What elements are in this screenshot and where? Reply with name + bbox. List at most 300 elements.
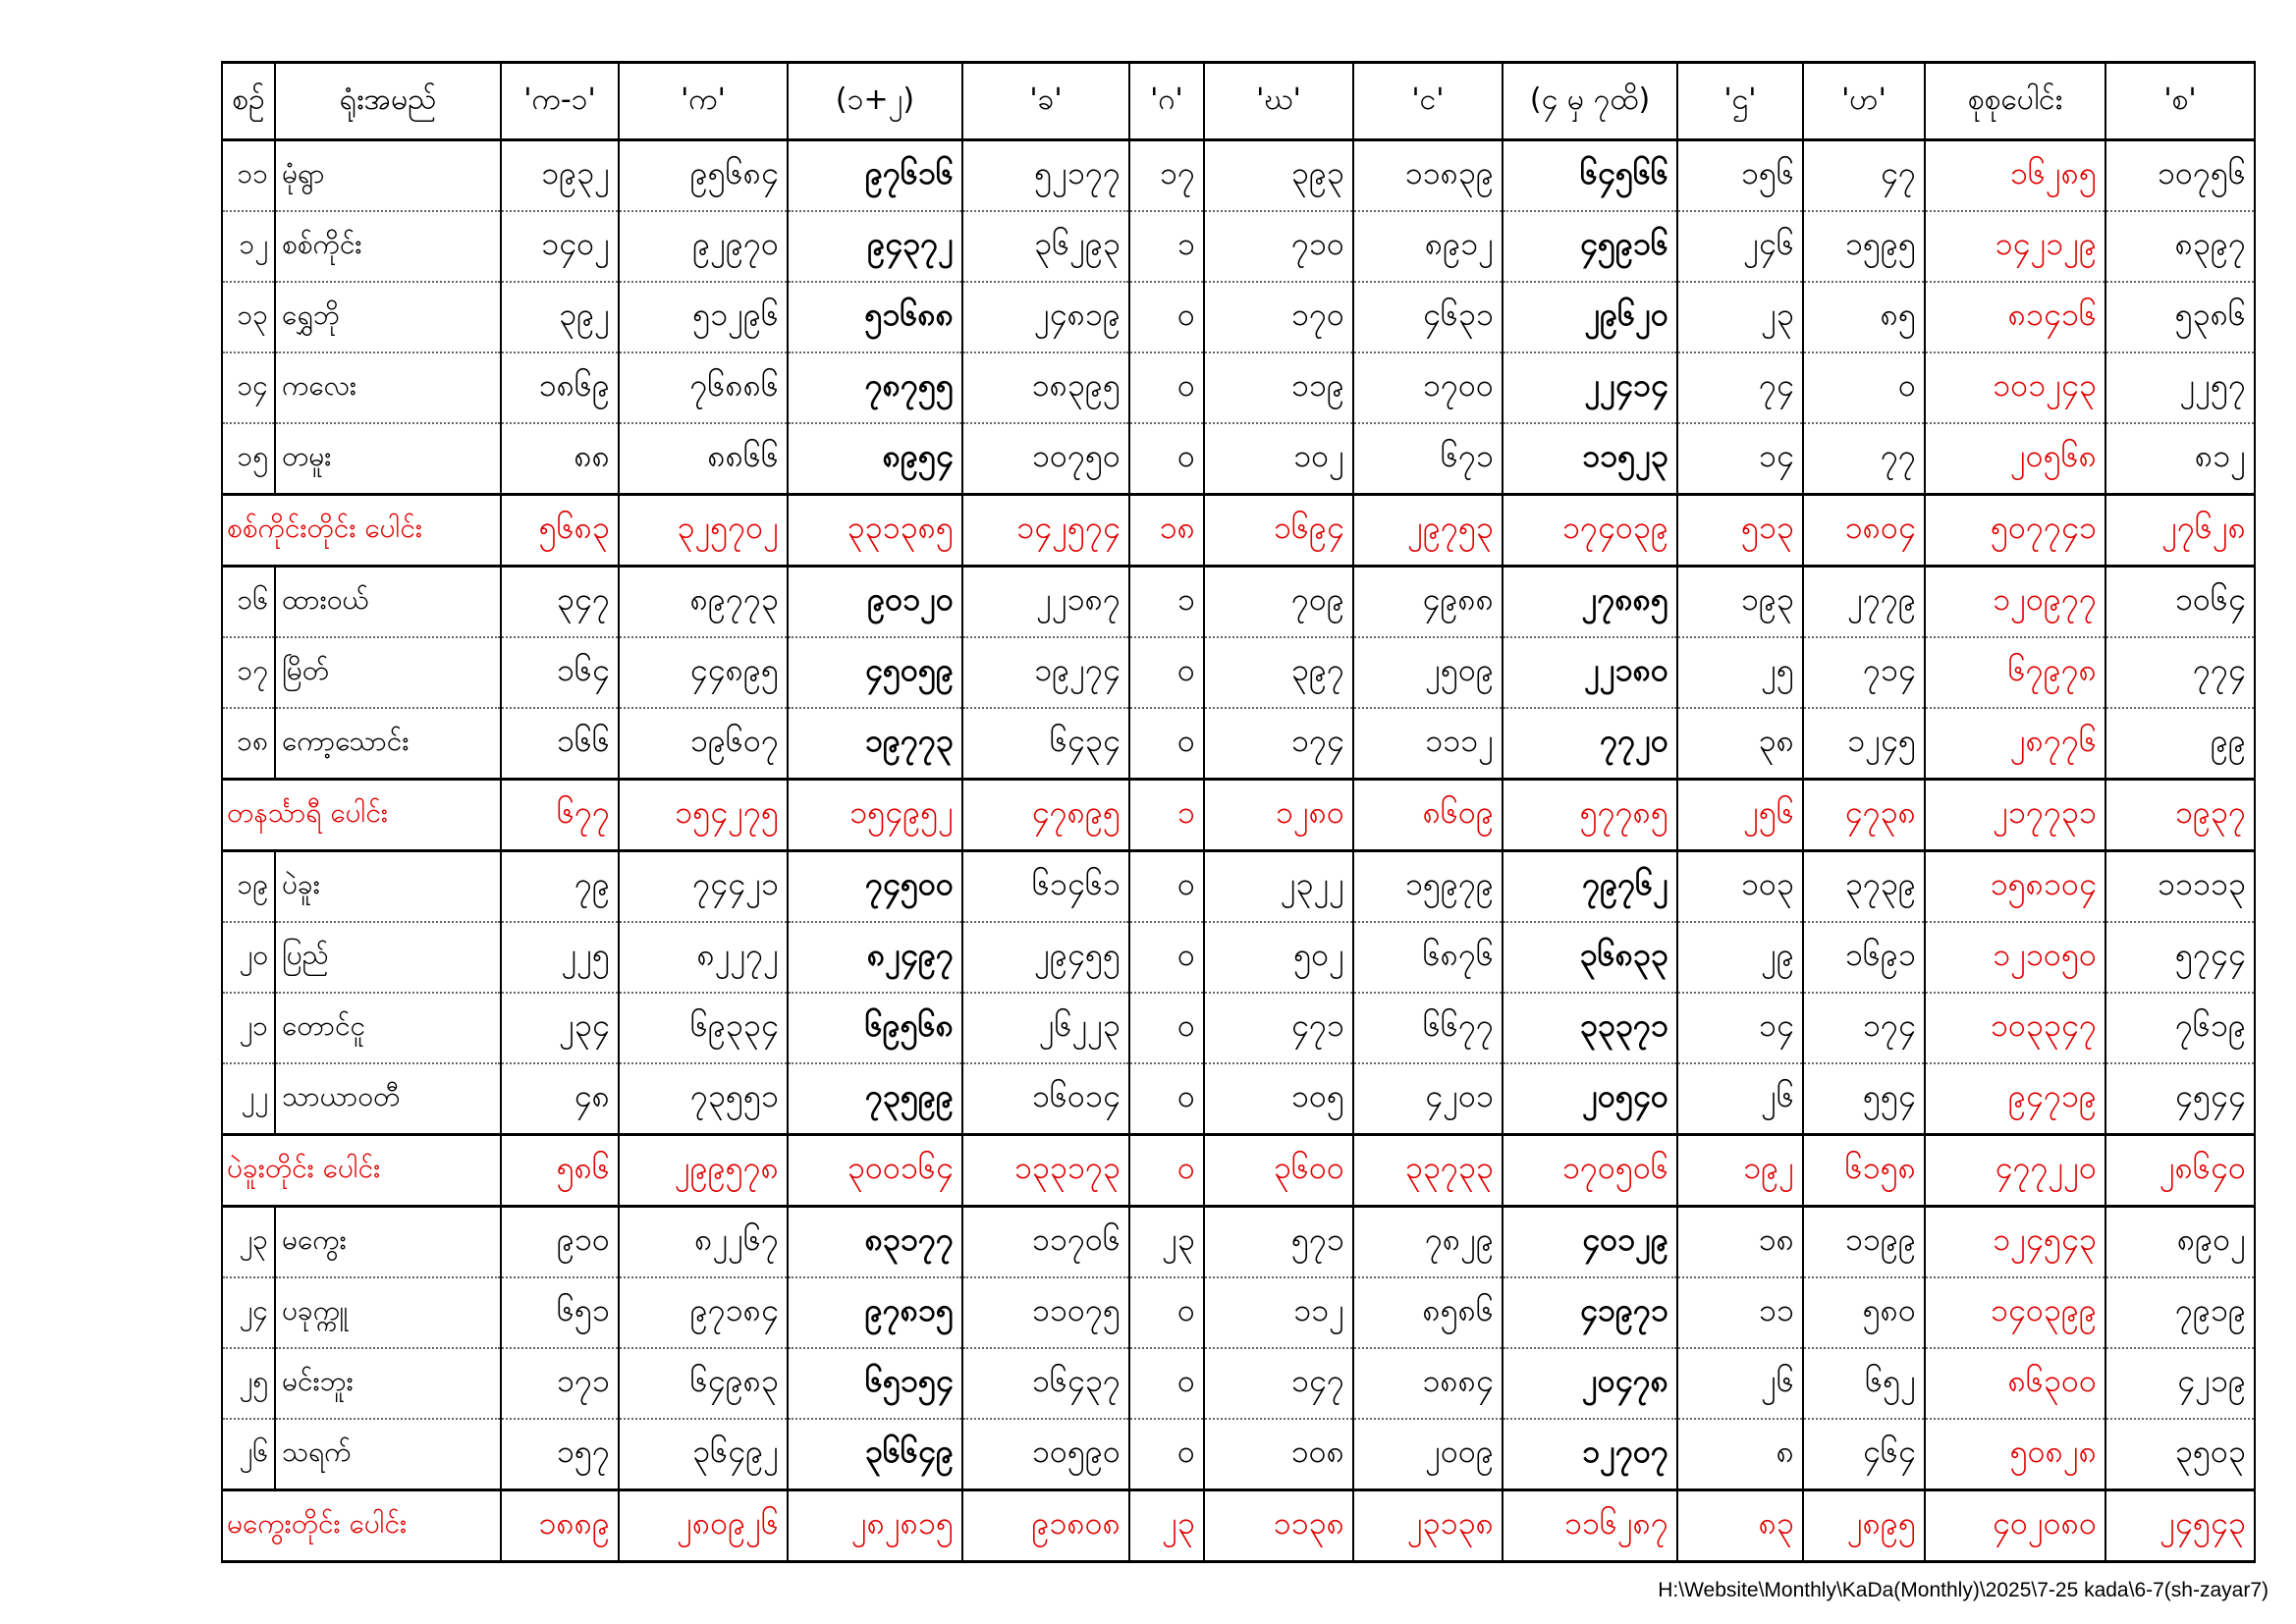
value-cell: ၁၁၁၁၃ — [2105, 851, 2255, 923]
value-cell: ၄၀၁၂၉ — [1503, 1207, 1677, 1278]
value-cell: ၁၁၁၂ — [1353, 708, 1503, 780]
value-cell: ၄၆၄ — [1803, 1419, 1925, 1490]
value-cell: ၄၂၀၁ — [1353, 1063, 1503, 1135]
value-cell: ၈၁၄၁၆ — [1925, 282, 2105, 352]
value-cell: ၀ — [1129, 851, 1204, 923]
value-cell: ၁၅၉၅ — [1803, 211, 1925, 282]
value-cell: ၃၉၇ — [1204, 637, 1353, 708]
office-name: ကော့သောင်း — [275, 708, 501, 780]
value-cell: ၇၁၄ — [1803, 637, 1925, 708]
office-name: ပခုက္ကူ — [275, 1277, 501, 1348]
value-cell: ၉၇၆၁၆ — [788, 140, 962, 212]
subtotal-value: ၅၀၇၇၄၁ — [1925, 495, 2105, 567]
value-cell: ၇၃၅၅၁ — [619, 1063, 788, 1135]
subtotal-label: ပဲခူးတိုင်း ပေါင်း — [222, 1135, 501, 1207]
value-cell: ၁၁၉ — [1204, 352, 1353, 423]
office-name: မကွေး — [275, 1207, 501, 1278]
value-cell: ၁၄ — [1677, 993, 1803, 1063]
subtotal-value: ၅၁၃ — [1677, 495, 1803, 567]
value-cell: ၂၃၂၂ — [1204, 851, 1353, 923]
value-cell: ၁ — [1129, 567, 1204, 638]
subtotal-value: ၁၉၃၇ — [2105, 780, 2255, 851]
value-cell: ၁၄၇ — [1204, 1348, 1353, 1419]
subtotal-value: ၁၅၄၂၇၅ — [619, 780, 788, 851]
value-cell: ၁၆၀၁၄ — [962, 1063, 1129, 1135]
subtotal-value: ၁၁၃၈ — [1204, 1490, 1353, 1562]
subtotal-value: ၂၃ — [1129, 1490, 1204, 1562]
value-cell: ၆၄၅၆၆ — [1503, 140, 1677, 212]
value-cell: ၈၈၆၆ — [619, 423, 788, 495]
value-cell: ၇၉ — [501, 851, 619, 923]
value-cell: ၁၀၁၂၄၃ — [1925, 352, 2105, 423]
table-row — [222, 423, 2255, 495]
value-cell: ၆၉၅၆၈ — [788, 993, 962, 1063]
column-header: 'ဃ' — [1204, 63, 1353, 140]
subtotal-value: ၁၉၂ — [1677, 1135, 1803, 1207]
value-cell: ၁၆၆ — [501, 708, 619, 780]
value-cell: ၁၀၅၉၀ — [962, 1419, 1129, 1490]
value-cell: ၁၉၇၇၃ — [788, 708, 962, 780]
subtotal-value: ၅၇၇၈၅ — [1503, 780, 1677, 851]
value-cell: ၁၂၁၀၅၀ — [1925, 922, 2105, 993]
value-cell: ၀ — [1129, 282, 1204, 352]
value-cell: ၈၂၂၇၂ — [619, 922, 788, 993]
subtotal-value: ၈၆၀၉ — [1353, 780, 1503, 851]
value-cell: ၄၅၉၁၆ — [1503, 211, 1677, 282]
value-cell: ၁၈၈၄ — [1353, 1348, 1503, 1419]
value-cell: ၈ — [1677, 1419, 1803, 1490]
value-cell: ၂၂၅ — [501, 922, 619, 993]
value-cell: ၉၁၀ — [501, 1207, 619, 1278]
value-cell: ၀ — [1129, 1063, 1204, 1135]
office-name: ထားဝယ် — [275, 567, 501, 638]
value-cell: ၄၈ — [501, 1063, 619, 1135]
value-cell: ၅၈၀ — [1803, 1277, 1925, 1348]
subtotal-row — [222, 1490, 2255, 1562]
subtotal-value: ၁၅၄၉၅၂ — [788, 780, 962, 851]
row-code: ၂၁ — [222, 993, 275, 1063]
column-header: 'င' — [1353, 63, 1503, 140]
value-cell: ၉၇၁၈၄ — [619, 1277, 788, 1348]
value-cell: ၁၁ — [1677, 1277, 1803, 1348]
subtotal-value: ၆၁၅၈ — [1803, 1135, 1925, 1207]
value-cell: ၂၅ — [1677, 637, 1803, 708]
office-name: ရွှေဘို — [275, 282, 501, 352]
table-row — [222, 637, 2255, 708]
value-cell: ၉၀၁၂၀ — [788, 567, 962, 638]
office-name: ကလေး — [275, 352, 501, 423]
value-cell: ၄၇၁ — [1204, 993, 1353, 1063]
value-cell: ၁၅၇ — [501, 1419, 619, 1490]
value-cell: ၇၇၂၀ — [1503, 708, 1677, 780]
value-cell: ၁၇ — [1129, 140, 1204, 212]
value-cell: ၁၆၉၁ — [1803, 922, 1925, 993]
value-cell: ၀ — [1129, 1277, 1204, 1348]
value-cell: ၁၀၈ — [1204, 1419, 1353, 1490]
value-cell: ၁၀၂ — [1204, 423, 1353, 495]
subtotal-value: ၄၇၃၈ — [1803, 780, 1925, 851]
subtotal-value: ၃၃၇၃၃ — [1353, 1135, 1503, 1207]
subtotal-value: ၁၇၀၅၀၆ — [1503, 1135, 1677, 1207]
row-code: ၂၆ — [222, 1419, 275, 1490]
value-cell: ၄၇ — [1803, 140, 1925, 212]
subtotal-value: ၂၈၉၅ — [1803, 1490, 1925, 1562]
subtotal-value: ၁၈၀၄ — [1803, 495, 1925, 567]
table-row — [222, 1277, 2255, 1348]
value-cell: ၀ — [1129, 922, 1204, 993]
value-cell: ၃၇၃၉ — [1803, 851, 1925, 923]
subtotal-value: ၃၂၅၇၀၂ — [619, 495, 788, 567]
row-code: ၁၁ — [222, 140, 275, 212]
value-cell: ၆၄၉၈၃ — [619, 1348, 788, 1419]
value-cell: ၁၁၈၃၉ — [1353, 140, 1503, 212]
subtotal-value: ၉၁၈၀၈ — [962, 1490, 1129, 1562]
value-cell: ၂၄၆ — [1677, 211, 1803, 282]
row-code: ၂၂ — [222, 1063, 275, 1135]
value-cell: ၃၈ — [1677, 708, 1803, 780]
subtotal-value: ၂၃၁၃၈ — [1353, 1490, 1503, 1562]
column-header: 'ဌ' — [1677, 63, 1803, 140]
value-cell: ၁၇၀၀ — [1353, 352, 1503, 423]
table-row — [222, 1207, 2255, 1278]
value-cell: ၆၇၉၇၈ — [1925, 637, 2105, 708]
subtotal-value: ၂၈၆၄၀ — [2105, 1135, 2255, 1207]
value-cell: ၀ — [1129, 423, 1204, 495]
value-cell: ၁၀၇၅၆ — [2105, 140, 2255, 212]
value-cell: ၇၉၁၉ — [2105, 1277, 2255, 1348]
subtotal-value: ၄၀၂၀၈၀ — [1925, 1490, 2105, 1562]
table-row — [222, 282, 2255, 352]
value-cell: ၂၀၅၄၀ — [1503, 1063, 1677, 1135]
office-name: ပြည် — [275, 922, 501, 993]
value-cell: ၇၀၉ — [1204, 567, 1353, 638]
value-cell: ၁၁၂ — [1204, 1277, 1353, 1348]
value-cell: ၁၉၃၂ — [501, 140, 619, 212]
value-cell: ၇၉၇၆၂ — [1503, 851, 1677, 923]
subtotal-value: ၂၈၂၈၁၅ — [788, 1490, 962, 1562]
value-cell: ၂၅၀၉ — [1353, 637, 1503, 708]
column-header: စဉ် — [222, 63, 275, 140]
row-code: ၁၄ — [222, 352, 275, 423]
row-code: ၂၅ — [222, 1348, 275, 1419]
value-cell: ၈၆၃၀၀ — [1925, 1348, 2105, 1419]
row-code: ၂၀ — [222, 922, 275, 993]
subtotal-value: ၂၅၆ — [1677, 780, 1803, 851]
office-name: တမူး — [275, 423, 501, 495]
row-code: ၁၅ — [222, 423, 275, 495]
value-cell: ၂၃၄ — [501, 993, 619, 1063]
subtotal-value: ၂၉၉၅၇၈ — [619, 1135, 788, 1207]
value-cell: ၈၉၀၂ — [2105, 1207, 2255, 1278]
office-name: သာယာဝတီ — [275, 1063, 501, 1135]
value-cell: ၇၁၀ — [1204, 211, 1353, 282]
table-row — [222, 922, 2255, 993]
table-row — [222, 352, 2255, 423]
value-cell: ၇၇၄ — [2105, 637, 2255, 708]
value-cell: ၉၄၃၇၂ — [788, 211, 962, 282]
subtotal-value: ၄၇၇၂၂၀ — [1925, 1135, 2105, 1207]
column-header: (၁+၂) — [788, 63, 962, 140]
value-cell: ၂၉ — [1677, 922, 1803, 993]
value-cell: ၈၈ — [501, 423, 619, 495]
value-cell: ၄၁၉၇၁ — [1503, 1277, 1677, 1348]
value-cell: ၄၅၀၅၉ — [788, 637, 962, 708]
office-name: သရက် — [275, 1419, 501, 1490]
value-cell: ၁၂၇၀၇ — [1503, 1419, 1677, 1490]
value-cell: ၃၆၄၉၂ — [619, 1419, 788, 1490]
value-cell: ၁၁၉၉ — [1803, 1207, 1925, 1278]
value-cell: ၁၉၂၇၄ — [962, 637, 1129, 708]
value-cell: ၆၇၁ — [1353, 423, 1503, 495]
column-header: 'က' — [619, 63, 788, 140]
row-code: ၂၄ — [222, 1277, 275, 1348]
value-cell: ၄၆၃၁ — [1353, 282, 1503, 352]
column-header: 'က-၁' — [501, 63, 619, 140]
value-cell: ၁၇၄ — [1803, 993, 1925, 1063]
subtotal-value: ၁၃၃၁၇၃ — [962, 1135, 1129, 1207]
value-cell: ၁၀၆၄ — [2105, 567, 2255, 638]
value-cell: ၂၆၂၂၃ — [962, 993, 1129, 1063]
column-header: 'စ' — [2105, 63, 2255, 140]
subtotal-value: ၁၇၄၀၃၉ — [1503, 495, 1677, 567]
value-cell: ၅၅၄ — [1803, 1063, 1925, 1135]
table-row — [222, 1419, 2255, 1490]
value-cell: ၉၄၇၁၉ — [1925, 1063, 2105, 1135]
value-cell: ၃၆၆၄၉ — [788, 1419, 962, 1490]
subtotal-value: ၂၇၆၂၈ — [2105, 495, 2255, 567]
value-cell: ၁၅၆ — [1677, 140, 1803, 212]
header-row — [222, 63, 2255, 140]
value-cell: ၁၇၄ — [1204, 708, 1353, 780]
value-cell: ၆၄၃၄ — [962, 708, 1129, 780]
subtotal-value: ၃၃၁၃၈၅ — [788, 495, 962, 567]
subtotal-row — [222, 495, 2255, 567]
subtotal-value: ၂၄၅၄၃ — [2105, 1490, 2255, 1562]
subtotal-value: ၂၁၇၇၃၁ — [1925, 780, 2105, 851]
value-cell: ၁၄၀၂ — [501, 211, 619, 282]
value-cell: ၆၅၂ — [1803, 1348, 1925, 1419]
value-cell: ၃၄၇ — [501, 567, 619, 638]
value-cell: ၂၀၀၉ — [1353, 1419, 1503, 1490]
value-cell: ၃၉၃ — [1204, 140, 1353, 212]
value-cell: ၁၂၄၅ — [1803, 708, 1925, 780]
value-cell: ၄၉၈၈ — [1353, 567, 1503, 638]
office-name: ပဲခူး — [275, 851, 501, 923]
value-cell: ၀ — [1129, 637, 1204, 708]
value-cell: ၁၆၂၈၅ — [1925, 140, 2105, 212]
column-header: 'ခ' — [962, 63, 1129, 140]
value-cell: ၀ — [1129, 352, 1204, 423]
row-code: ၁၂ — [222, 211, 275, 282]
value-cell: ၀ — [1129, 1348, 1204, 1419]
value-cell: ၆၉၃၃၄ — [619, 993, 788, 1063]
value-cell: ၁၀၃၃၄၇ — [1925, 993, 2105, 1063]
row-code: ၁၉ — [222, 851, 275, 923]
subtotal-value: ၁၁၆၂၈၇ — [1503, 1490, 1677, 1562]
value-cell: ၃၆၂၉၃ — [962, 211, 1129, 282]
subtotal-value: ၁၂၈၀ — [1204, 780, 1353, 851]
value-cell: ၀ — [1129, 1419, 1204, 1490]
subtotal-value: ၁၄၂၅၇၄ — [962, 495, 1129, 567]
value-cell: ၆၈၇၆ — [1353, 922, 1503, 993]
value-cell: ၂၄၈၁၉ — [962, 282, 1129, 352]
column-header: စုစုပေါင်း — [1925, 63, 2105, 140]
subtotal-label: မကွေးတိုင်း ပေါင်း — [222, 1490, 501, 1562]
value-cell: ၁၂၀၉၇၇ — [1925, 567, 2105, 638]
table-row — [222, 567, 2255, 638]
value-cell: ၄၅၄၄ — [2105, 1063, 2255, 1135]
value-cell: ၁၀၃ — [1677, 851, 1803, 923]
value-cell: ၁၇၀ — [1204, 282, 1353, 352]
value-cell: ၆၅၁ — [501, 1277, 619, 1348]
subtotal-value: ၁၈၈၉ — [501, 1490, 619, 1562]
value-cell: ၁၉၆၀၇ — [619, 708, 788, 780]
value-cell: ၇၈၇၅၅ — [788, 352, 962, 423]
value-cell: ၈၉၇၇၃ — [619, 567, 788, 638]
subtotal-value: ၁၆၉၄ — [1204, 495, 1353, 567]
value-cell: ၈၅ — [1803, 282, 1925, 352]
table-row — [222, 140, 2255, 212]
value-cell: ၂၂၅၇ — [2105, 352, 2255, 423]
value-cell: ၁ — [1129, 211, 1204, 282]
subtotal-value: ၈၃ — [1677, 1490, 1803, 1562]
value-cell: ၂၀၄၇၈ — [1503, 1348, 1677, 1419]
value-cell: ၁၅၉၇၉ — [1353, 851, 1503, 923]
value-cell: ၇၆၈၈၆ — [619, 352, 788, 423]
subtotal-value: ၆၇၇ — [501, 780, 619, 851]
value-cell: ၇၄၅၀၀ — [788, 851, 962, 923]
value-cell: ၂၃ — [1677, 282, 1803, 352]
value-cell: ၁၄၀၃၉၉ — [1925, 1277, 2105, 1348]
value-cell: ၁၂၄၅၄၃ — [1925, 1207, 2105, 1278]
subtotal-value: ၂၉၇၅၃ — [1353, 495, 1503, 567]
value-cell: ၂၂၁၈၀ — [1503, 637, 1677, 708]
value-cell: ၈၅၈၆ — [1353, 1277, 1503, 1348]
value-cell: ၁၆၄ — [501, 637, 619, 708]
value-cell: ၃၆၈၃၃ — [1503, 922, 1677, 993]
column-header: ရုံးအမည် — [275, 63, 501, 140]
office-name: မုံရွာ — [275, 140, 501, 212]
value-cell: ၁၅၈၁၀၄ — [1925, 851, 2105, 923]
value-cell: ၈၉၁၂ — [1353, 211, 1503, 282]
value-cell: ၁၉၃ — [1677, 567, 1803, 638]
value-cell: ၁၄ — [1677, 423, 1803, 495]
value-cell: ၂၃ — [1129, 1207, 1204, 1278]
value-cell: ၈၉၅၄ — [788, 423, 962, 495]
value-cell: ၂၇၇၉ — [1803, 567, 1925, 638]
value-cell: ၉၉ — [2105, 708, 2255, 780]
table-row — [222, 851, 2255, 923]
subtotal-value: ၅၈၆ — [501, 1135, 619, 1207]
subtotal-value: ၄၇၈၉၅ — [962, 780, 1129, 851]
table-row — [222, 211, 2255, 282]
table-body — [222, 140, 2255, 1562]
subtotal-value: ၃၀၀၁၆၄ — [788, 1135, 962, 1207]
value-cell: ၂၆ — [1677, 1063, 1803, 1135]
office-name: တောင်ငူ — [275, 993, 501, 1063]
table-row — [222, 1063, 2255, 1135]
subtotal-label: တနင်္သာရီ ပေါင်း — [222, 780, 501, 851]
table-row — [222, 1348, 2255, 1419]
column-header: 'ဂ' — [1129, 63, 1204, 140]
column-header: 'ဟ' — [1803, 63, 1925, 140]
footer-file-path: H:\Website\Monthly\KaDa(Monthly)\2025\7-25 kada\6-7(sh-zayar7) — [1658, 1579, 2269, 1601]
subtotal-value: ၅၆၈၃ — [501, 495, 619, 567]
report-table — [221, 61, 2256, 1563]
value-cell: ၅၁၂၉၆ — [619, 282, 788, 352]
row-code: ၁၆ — [222, 567, 275, 638]
value-cell: ၂၇၈၈၅ — [1503, 567, 1677, 638]
value-cell: ၈၃၉၇ — [2105, 211, 2255, 282]
value-cell: ၂၂၁၈၇ — [962, 567, 1129, 638]
value-cell: ၅၃၈၆ — [2105, 282, 2255, 352]
value-cell: ၁၁၇၀၆ — [962, 1207, 1129, 1278]
value-cell: ၇၆၁၉ — [2105, 993, 2255, 1063]
value-cell: ၈၂၂၆၇ — [619, 1207, 788, 1278]
value-cell: ၆၁၄၆၁ — [962, 851, 1129, 923]
value-cell: ၀ — [1803, 352, 1925, 423]
row-code: ၁၇ — [222, 637, 275, 708]
value-cell: ၇၄ — [1677, 352, 1803, 423]
value-cell: ၇၈၂၉ — [1353, 1207, 1503, 1278]
value-cell: ၇၄၄၂၁ — [619, 851, 788, 923]
subtotal-value: ၂၈၀၉၂၆ — [619, 1490, 788, 1562]
value-cell: ၇၇ — [1803, 423, 1925, 495]
office-name: မင်းဘူး — [275, 1348, 501, 1419]
subtotal-value: ၁၈ — [1129, 495, 1204, 567]
value-cell: ၁၁၀၇၅ — [962, 1277, 1129, 1348]
subtotal-value: ၁ — [1129, 780, 1204, 851]
row-code: ၂၃ — [222, 1207, 275, 1278]
value-cell: ၃၉၂ — [501, 282, 619, 352]
value-cell: ၁၆၄၃၇ — [962, 1348, 1129, 1419]
value-cell: ၄၂၁၉ — [2105, 1348, 2255, 1419]
value-cell: ၅၁၆၈၈ — [788, 282, 962, 352]
value-cell: ၈၂၄၉၇ — [788, 922, 962, 993]
value-cell: ၁၇၁ — [501, 1348, 619, 1419]
value-cell: ၂၈၇၇၆ — [1925, 708, 2105, 780]
subtotal-row — [222, 780, 2255, 851]
value-cell: ၉၂၉၇၀ — [619, 211, 788, 282]
value-cell: ၂၀၅၆၈ — [1925, 423, 2105, 495]
column-header: (၄ မှ ၇ထိ) — [1503, 63, 1677, 140]
value-cell: ၀ — [1129, 993, 1204, 1063]
table-row — [222, 993, 2255, 1063]
table-row — [222, 708, 2255, 780]
value-cell: ၉၅၆၈၄ — [619, 140, 788, 212]
value-cell: ၆၅၁၅၄ — [788, 1348, 962, 1419]
value-cell: ၁၈၆၉ — [501, 352, 619, 423]
value-cell: ၆၆၇၇ — [1353, 993, 1503, 1063]
value-cell: ၁၁၅၂၃ — [1503, 423, 1677, 495]
value-cell: ၁၄၂၁၂၉ — [1925, 211, 2105, 282]
value-cell: ၁၈၃၉၅ — [962, 352, 1129, 423]
value-cell: ၅၇၁ — [1204, 1207, 1353, 1278]
row-code: ၁၈ — [222, 708, 275, 780]
value-cell: ၂၆ — [1677, 1348, 1803, 1419]
value-cell: ၅၀၂ — [1204, 922, 1353, 993]
value-cell: ၂၂၄၁၄ — [1503, 352, 1677, 423]
value-cell: ၃၅၀၃ — [2105, 1419, 2255, 1490]
value-cell: ၁၈ — [1677, 1207, 1803, 1278]
value-cell: ၀ — [1129, 708, 1204, 780]
subtotal-value: ၀ — [1129, 1135, 1204, 1207]
value-cell: ၅၂၁၇၇ — [962, 140, 1129, 212]
value-cell: ၇၃၅၉၉ — [788, 1063, 962, 1135]
subtotal-label: စစ်ကိုင်းတိုင်း ပေါင်း — [222, 495, 501, 567]
value-cell: ၉၇၈၁၅ — [788, 1277, 962, 1348]
value-cell: ၁၀၇၅၀ — [962, 423, 1129, 495]
